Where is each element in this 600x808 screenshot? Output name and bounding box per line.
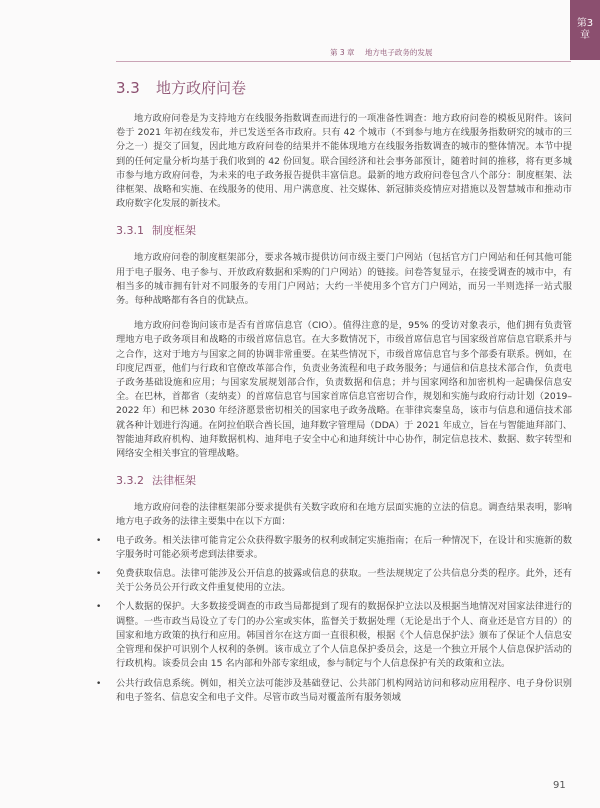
running-head-chapter: 第 3 章 <box>330 48 355 57</box>
list-item <box>96 677 572 705</box>
section-title: 地方政府问卷 <box>156 79 247 97</box>
page-number: 91 <box>553 780 566 791</box>
legal-intro-paragraph: 地方政府问卷的法律框架部分要求提供有关数字政府和在地方层面实施的立法的信息。调查结果表明，影响地方电子政务的法律主要集中在以下方面： <box>116 502 572 528</box>
subsection-heading-institutional <box>116 222 572 240</box>
list-item-text: 电子政务。相关法律可能肯定公众获得数字服务的权利或制定实施指南；在后一种情况下，在设计和实施新的数字服务时可能必须考虑到法律要求。 <box>116 534 572 560</box>
subsection-number: 3.3.1 <box>116 224 144 238</box>
list-item-text: 个人数据的保护。大多数接受调查的市政当局都提到了现有的数据保护立法以及根据当地情况对国家法律进行的调整。一些市政当局设立了专门的办公室或实体，监督关于数据处理（无论是出于个人、商业还是官方目的）的国家和地方政策的执行和应用。韩国首尔在这方面一直很积极，根据《个人信息保护法》颁布了保证个人信息安全管理和保护可识别个人权利的条例。该市成立了个人信息保护委员会，这是一个独立开展个人信息保护活动的行政机构。该委员会由 15 名内部和外部专家组成，参与制定与个人信息保护有关的政策和立法。 <box>116 601 572 670</box>
list-item <box>96 600 572 671</box>
legal-areas-list <box>96 534 572 705</box>
bullet-icon: • <box>96 602 102 613</box>
list-item <box>96 534 572 562</box>
bullet-icon: • <box>96 535 102 546</box>
bullet-icon: • <box>96 678 102 689</box>
institutional-paragraph-1: 地方政府问卷的制度框架部分，要求各城市提供访问市级主要门户网站（包括官方门户网站和任何其他可能用于电子服务、电子参与、开放政府数据和采购的门户网站）的链接。问卷答复显示，在接受调查的城市中，有相当多的城市拥有针对不同服务的专用门户网站；大约一半使用多个官方门户网站，而另一半则选择一站式服务。每种战略都有各自的优缺点。 <box>116 252 572 307</box>
institutional-paragraph-2: 地方政府问卷询问该市是否有首席信息官（CIO）。值得注意的是，95% 的受访对象表示，他们拥有负责管理地方电子政务项目和战略的市级首席信息官。在大多数情况下，市级首席信息官与国家级首席信息官联系并与之合作，这对于地方与国家之间的协调非常重要。在某些情况下，市级首席信息官与多个部委有联系。例如，在印度尼西亚，他们与行政和官僚改革部合作，负责业务流程和电子政务服务；与通信和信息技术部合作，负责电子政务基础设施和应用；与国家发展规划部合作，负责数据和信息；并与国家网络和加密机构一起确保信息安全。在巴林，首都省（麦纳麦）的首席信息官与国家首席信息官密切合作，规划和实施与政府行动计划（2019–2022 年）和巴林 2030 年经济愿景密切相关的国家电子政务战略。在菲律宾秦皇岛，该市与信息和通信技术部就各种计划进行沟通。在阿拉伯联合酋长国，迪拜数字管理局（DDA）于 2021 年成立，旨在与智能迪拜部门、智能迪拜政府机构、迪拜数据机构、迪拜电子安全中心和迪拜统计中心协作，制定信息技术、数据、数字转型和网络安全相关事宜的管理战略。 <box>116 320 572 460</box>
running-head-title: 地方电子政务的发展 <box>364 48 433 57</box>
list-item <box>96 567 572 595</box>
chapter-tab-line2: 章 <box>580 30 590 41</box>
chapter-side-tab <box>570 0 600 60</box>
header-rule <box>116 61 571 62</box>
list-item-text: 免费获取信息。法律可能涉及公开信息的披露或信息的获取。一些法规规定了公共信息分类的程序。此外，还有关于公务员公开行政文件重复使用的立法。 <box>116 568 572 594</box>
bullet-icon: • <box>96 569 102 580</box>
chapter-tab-line1: 第3 <box>576 18 594 29</box>
subsection-number: 3.3.2 <box>116 474 144 488</box>
watermark <box>64 220 82 244</box>
subsection-title: 法律框架 <box>152 474 196 488</box>
running-head <box>330 47 570 58</box>
list-item-text: 公共行政信息系统。例如，相关立法可能涉及基础登记、公共部门机构网站访问和移动应用程序、电子身份识别和电子签名、信息安全和电子文件。尽管市政当局对覆盖所有服务领域 <box>116 677 572 703</box>
subsection-title: 制度框架 <box>152 224 196 238</box>
subsection-heading-legal <box>116 472 572 490</box>
page-body <box>96 77 572 710</box>
section-heading <box>116 77 572 99</box>
section-number: 3.3 <box>116 79 140 97</box>
section-intro-paragraph: 地方政府问卷是为支持地方在线服务指数调查而进行的一项准备性调查：地方政府问卷的模板见附件。该问卷于 2021 年初在线发布，并已发送至各市政府。只有 42 个城市（不到参与地方在线服务指数研究的城市的三分之一）提交了回复，因此地方政府问卷的结果并不能体现地方在线服务指数调查的城市的整体情况。本节中提到的任何定量分析均基于我们收到的 42 份回复。联合国经济和社会事务部预计，随着时间的推移，将有更多城市参与地方政府问卷，为未来的电子政务报告提供丰富信息。最新的地方政府问卷包含八个部分：制度框架、法律框架、战略和实施、在线服务的使用、用户满意度、社交媒体、新冠肺炎疫情应对措施以及智慧城市和推动市政府数字化发展的新技术。 <box>116 113 572 210</box>
